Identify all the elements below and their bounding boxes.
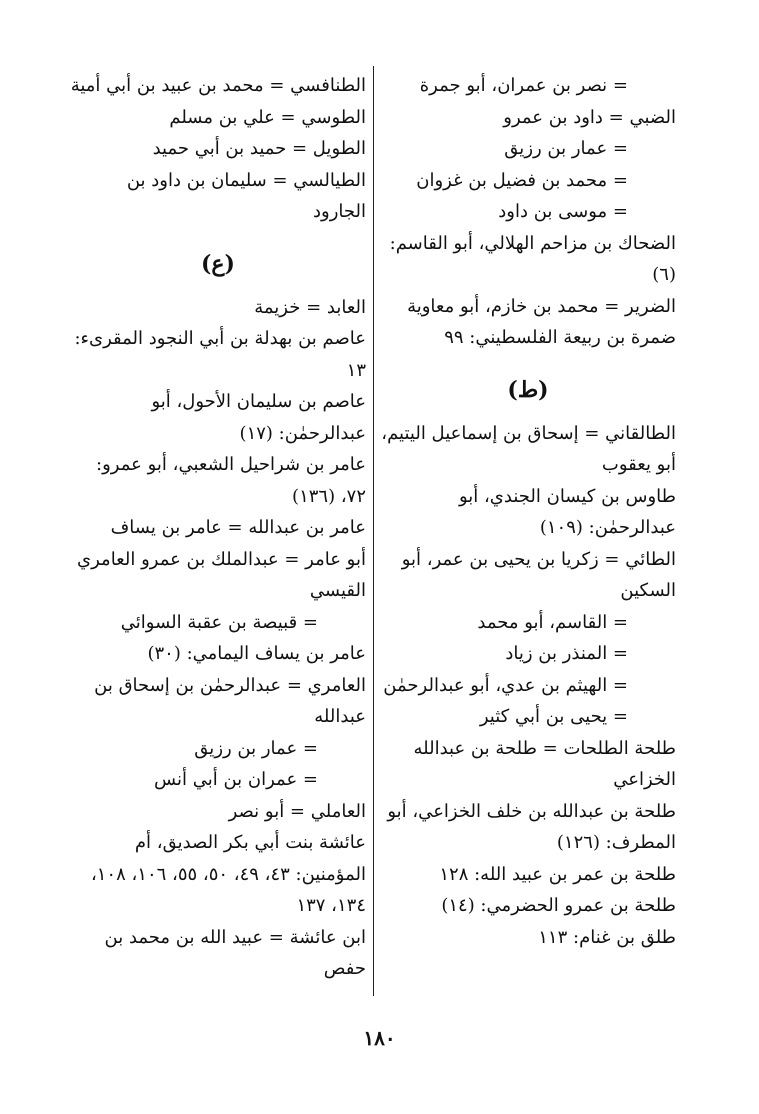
index-entry: طاوس بن كيسان الجندي، أبو عبدالرحمٰن: (١٠٩) bbox=[458, 485, 676, 538]
index-entry: الضحاك بن مزاحم الهلالي، أبو القاسم: (٦) bbox=[389, 232, 676, 285]
index-entry: عامر بن عبدالله = عامر بن يساف bbox=[110, 517, 366, 538]
index-entry: العابد = خزيمة bbox=[254, 296, 366, 318]
index-entry: = المنذر بن زياد bbox=[505, 643, 628, 664]
index-entry: الطنافسي = محمد بن عبيد بن أبي أمية bbox=[70, 75, 366, 96]
index-entry: = يحيى بن أبي كثير bbox=[479, 706, 628, 727]
index-entry: الطوسي = علي بن مسلم bbox=[169, 106, 366, 128]
section-heading-ta: (ط) bbox=[507, 376, 549, 403]
index-entry: = الهيثم بن عدي، أبو عبدالرحمٰن bbox=[383, 674, 628, 696]
section-heading-ain: (ع) bbox=[201, 250, 235, 277]
index-entry: طلحة بن عبدالله بن خلف الخزاعي، أبو المطرف: (١٢٦) bbox=[387, 800, 676, 853]
index-entry: = موسى بن داود bbox=[498, 201, 628, 222]
index-entry: الطويل = حميد بن أبي حميد bbox=[152, 138, 366, 159]
index-entry: أبو عامر = عبدالملك بن عمرو العامري القيسي bbox=[77, 548, 366, 601]
index-entry: ضمرة بن ربيعة الفلسطيني: ٩٩ bbox=[444, 327, 676, 348]
left-column bbox=[70, 70, 366, 985]
index-entry: عائشة بنت أبي بكر الصديق، أم المؤمنين: ٤٣، ٤٩، ٥٠، ٥٥، ١٠٦، ١٠٨، ١٣٤، ١٣٧ bbox=[90, 832, 366, 916]
index-entry: = محمد بن فضيل بن غزوان bbox=[416, 169, 628, 191]
index-entry: طلحة بن عمرو الحضرمي: (١٤) bbox=[441, 895, 676, 916]
index-entry: = عمران بن أبي أنس bbox=[154, 769, 318, 790]
index-entry: ابن عائشة = عبيد الله بن محمد بن حفص bbox=[104, 926, 366, 979]
index-entry: العامري = عبدالرحمٰن بن إسحاق بن عبدالله bbox=[94, 674, 366, 727]
index-entry: الضرير = محمد بن خازم، أبو معاوية bbox=[407, 295, 676, 317]
index-entry: الضبي = داود بن عمرو bbox=[503, 106, 676, 128]
index-entry: = نصر بن عمران، أبو جمرة bbox=[419, 75, 628, 96]
index-entry: الطيالسي = سليمان بن داود بن الجارود bbox=[126, 169, 366, 222]
index-entry: = قبيصة بن عقبة السوائي bbox=[120, 611, 318, 633]
column-divider bbox=[373, 66, 374, 996]
index-entry: الطائي = زكريا بن يحيى بن عمر، أبو السكين bbox=[401, 548, 676, 601]
index-entry: عامر بن يساف اليمامي: (٣٠) bbox=[147, 643, 366, 664]
index-entry: طلحة الطلحات = طلحة بن عبدالله الخزاعي bbox=[413, 737, 676, 790]
index-entry: طلق بن غنام: ١١٣ bbox=[538, 926, 676, 948]
index-entry: = عمار بن رزيق bbox=[504, 138, 628, 159]
page-number: ١٨٠ bbox=[363, 1026, 396, 1050]
index-entry: الطالقاني = إسحاق بن إسماعيل اليتيم، أبو يعقوب bbox=[381, 422, 676, 475]
index-entry: = عمار بن رزيق bbox=[194, 737, 318, 759]
index-entry: = القاسم، أبو محمد bbox=[477, 611, 628, 633]
right-column bbox=[380, 70, 676, 953]
index-entry: عامر بن شراحيل الشعبي، أبو عمرو: ٧٢، (١٣٦) bbox=[96, 454, 366, 507]
index-entry: طلحة بن عمر بن عبيد الله: ١٢٨ bbox=[439, 863, 676, 885]
index-entry: عاصم بن بهدلة بن أبي النجود المقرىء: ١٣ bbox=[74, 328, 366, 381]
index-entry: العاملي = أبو نصر bbox=[228, 800, 366, 822]
index-entry: عاصم بن سليمان الأحول، أبو عبدالرحمٰن: (١٧) bbox=[151, 391, 366, 444]
